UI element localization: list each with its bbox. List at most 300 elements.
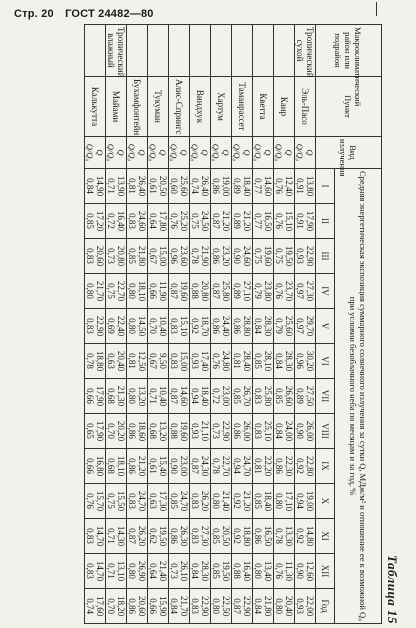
value-cell <box>169 484 190 519</box>
value-cell <box>190 169 211 204</box>
ratio-value: 0,70 <box>106 598 116 614</box>
ratio-value: 0,72 <box>211 388 221 404</box>
q-value: 21,40 <box>221 490 231 512</box>
value-cell <box>106 274 127 309</box>
table-row <box>169 25 190 624</box>
q-value: 26,60 <box>284 385 294 407</box>
value-cell <box>232 554 253 589</box>
table-row <box>127 25 148 624</box>
value-cell <box>190 309 211 344</box>
q-value: 14,70 <box>95 560 105 582</box>
q-value: 13,30 <box>284 525 294 547</box>
city-cell: Эль-Пасо <box>295 77 316 137</box>
q-value: 21,70 <box>179 595 189 617</box>
ratio-value: 0,76 <box>211 353 221 369</box>
value-cell <box>148 414 169 449</box>
ratio-value: 0,77 <box>253 178 263 194</box>
value-cell <box>274 239 295 274</box>
q-value: 13,20 <box>158 420 168 442</box>
ratio-value: 0,81 <box>232 353 242 369</box>
value-cell <box>295 554 316 589</box>
q-value: 21,70 <box>95 280 105 302</box>
table-row <box>274 25 295 624</box>
q-value: 26,90 <box>137 560 147 582</box>
value-cell <box>106 344 127 379</box>
zone-cell <box>85 25 106 77</box>
value-cell <box>169 519 190 554</box>
q-value: 16,50 <box>263 210 273 232</box>
value-cell <box>232 169 253 204</box>
value-cell <box>211 274 232 309</box>
ratio-value: 0,85 <box>85 213 95 229</box>
ratio-value: 0,94 <box>232 458 242 474</box>
ratio-value: 0,85 <box>211 563 221 579</box>
type-cell <box>232 137 253 169</box>
table-row <box>148 25 169 624</box>
value-cell <box>127 239 148 274</box>
q-value: 22,30 <box>284 455 294 477</box>
value-cell <box>274 274 295 309</box>
q-value: 21,20 <box>242 490 252 512</box>
zone-cell <box>190 25 211 77</box>
q-value: 22,90 <box>242 595 252 617</box>
q-value: 16,40 <box>116 210 126 232</box>
ratio-value: 0,86 <box>232 423 242 439</box>
q-value: 22,90 <box>200 595 210 617</box>
value-cell <box>211 554 232 589</box>
ratio-value: 0,72 <box>106 213 116 229</box>
ratio-value: 0,80 <box>211 493 221 509</box>
month-header-3: IV <box>316 274 335 309</box>
type-q: Q <box>179 149 189 156</box>
city-cell: Кветта <box>253 77 274 137</box>
value-cell <box>211 239 232 274</box>
value-cell <box>253 274 274 309</box>
q-value: 20,50 <box>221 525 231 547</box>
type-q-ratio: Q/Q₀ <box>106 143 116 162</box>
q-value: 21,80 <box>137 245 147 267</box>
ratio-value: 0,83 <box>85 528 95 544</box>
value-cell <box>148 204 169 239</box>
table-row <box>190 25 211 624</box>
q-value: 15,50 <box>116 490 126 512</box>
q-value: 12,40 <box>284 175 294 197</box>
value-cell <box>169 344 190 379</box>
q-value: 26,00 <box>305 420 315 442</box>
value-cell <box>106 379 127 414</box>
value-cell <box>211 414 232 449</box>
type-cell <box>85 137 106 169</box>
type-q: Q <box>200 149 210 156</box>
ratio-value: 0,76 <box>274 213 284 229</box>
ratio-value: 0,84 <box>274 353 284 369</box>
ratio-value: 0,68 <box>106 388 116 404</box>
table-row <box>106 25 127 624</box>
q-value: 13,20 <box>137 385 147 407</box>
q-value: 24,00 <box>284 420 294 442</box>
ratio-value: 0,83 <box>85 248 95 264</box>
ratio-value: 0,78 <box>211 458 221 474</box>
value-cell <box>127 554 148 589</box>
q-value: 24,80 <box>221 350 231 372</box>
ratio-value: 0,75 <box>253 248 263 264</box>
value-cell <box>190 449 211 484</box>
ratio-value: 0,86 <box>127 423 137 439</box>
ratio-value: 0,87 <box>169 283 179 299</box>
ratio-value: 0,70 <box>106 423 116 439</box>
q-value: 16,50 <box>263 525 273 547</box>
city-cell: Бухамфонтейн <box>127 77 148 137</box>
value-cell <box>127 414 148 449</box>
q-value: 27,30 <box>200 525 210 547</box>
ratio-value: 0,86 <box>127 598 137 614</box>
type-cell <box>169 137 190 169</box>
ratio-value: 0,83 <box>127 213 137 229</box>
ratio-value: 0,77 <box>253 213 263 229</box>
value-cell <box>190 379 211 414</box>
ratio-value: 0,88 <box>190 283 200 299</box>
type-q: Q <box>137 149 147 156</box>
q-value: 28,30 <box>284 350 294 372</box>
ratio-value: 0,92 <box>295 528 305 544</box>
header-type: Вид излучения <box>316 137 382 169</box>
q-value: 30,20 <box>305 350 315 372</box>
q-value: 24,50 <box>200 210 210 232</box>
q-value: 17,60 <box>95 595 105 617</box>
ratio-value: 0,93 <box>295 598 305 614</box>
ratio-value: 0,76 <box>85 493 95 509</box>
value-cell <box>190 519 211 554</box>
value-cell <box>295 274 316 309</box>
ratio-value: 0,96 <box>169 248 179 264</box>
q-value: 13,80 <box>305 175 315 197</box>
ratio-value: 0,67 <box>148 353 158 369</box>
q-value: 11,90 <box>158 281 168 301</box>
value-cell <box>127 309 148 344</box>
value-cell <box>274 554 295 589</box>
q-value: 15,90 <box>158 595 168 617</box>
ratio-value: 0,92 <box>295 458 305 474</box>
ratio-value: 0,87 <box>211 283 221 299</box>
ratio-value: 0,93 <box>295 248 305 264</box>
ratio-value: 0,90 <box>295 563 305 579</box>
q-value: 20,60 <box>95 245 105 267</box>
q-value: 23,00 <box>179 455 189 477</box>
value-cell <box>190 554 211 589</box>
q-value: 12,60 <box>305 560 315 582</box>
type-q: Q <box>305 149 315 156</box>
q-value: 20,40 <box>284 595 294 617</box>
q-value: 19,60 <box>179 280 189 302</box>
q-value: 26,20 <box>200 490 210 512</box>
value-cell <box>190 239 211 274</box>
q-value: 23,00 <box>221 385 231 407</box>
q-value: 21,90 <box>200 245 210 267</box>
header-group: Средняя энергетическая экспозиция суммарного солнечного излучения за сутки Q, МДж/м² и отношение ее к возможной Q₀ при условии безоблачного неба по месяцам и за год, % <box>335 169 382 624</box>
ratio-value: 0,90 <box>232 248 242 264</box>
ratio-value: 0,91 <box>295 213 305 229</box>
type-q: Q <box>95 149 105 156</box>
value-cell <box>274 344 295 379</box>
ratio-value: 0,76 <box>274 178 284 194</box>
q-value: 15,10 <box>284 210 294 232</box>
header-city: Пункт <box>316 77 382 137</box>
q-value: 24,70 <box>179 490 189 512</box>
ratio-value: 0,73 <box>106 248 116 264</box>
type-cell <box>106 137 127 169</box>
q-value: 17,40 <box>200 350 210 372</box>
q-value: 17,90 <box>305 210 315 232</box>
ratio-value: 0,85 <box>169 493 179 509</box>
ratio-value: 0,85 <box>127 248 137 264</box>
value-cell <box>295 204 316 239</box>
ratio-value: 0,78 <box>190 248 200 264</box>
value-cell <box>127 204 148 239</box>
value-cell <box>274 169 295 204</box>
ratio-value: 0,71 <box>106 563 116 579</box>
type-q: Q <box>242 149 252 156</box>
ratio-value: 0,88 <box>169 423 179 439</box>
q-value: 14,50 <box>137 315 147 337</box>
value-cell <box>211 344 232 379</box>
type-q-ratio: Q/Q₀ <box>232 143 242 162</box>
ratio-value: 0,71 <box>106 178 116 194</box>
ratio-value: 0,84 <box>253 318 263 334</box>
value-cell <box>253 379 274 414</box>
value-cell <box>85 344 106 379</box>
q-value: 18,40 <box>200 385 210 407</box>
ratio-value: 0,88 <box>232 563 242 579</box>
ratio-value: 0,80 <box>127 388 137 404</box>
ratio-value: 0,75 <box>106 283 116 299</box>
ratio-value: 0,89 <box>232 283 242 299</box>
value-cell <box>253 204 274 239</box>
value-cell <box>190 344 211 379</box>
q-value: 14,90 <box>95 175 105 197</box>
ratio-value: 0,83 <box>127 493 137 509</box>
q-value: 13,40 <box>263 560 273 582</box>
zone-cell <box>253 25 274 77</box>
margin-mark <box>376 2 377 16</box>
ratio-value: 0,93 <box>190 353 200 369</box>
ratio-value: 0,89 <box>232 213 242 229</box>
value-cell <box>169 379 190 414</box>
value-cell <box>127 379 148 414</box>
zone-cell <box>127 25 148 77</box>
q-value: 25,80 <box>221 280 231 302</box>
ratio-value: 0,83 <box>169 318 179 334</box>
ratio-value: 0,96 <box>295 353 305 369</box>
q-value: 28,30 <box>263 315 273 337</box>
value-cell <box>211 589 232 624</box>
ratio-value: 0,97 <box>295 283 305 299</box>
value-cell <box>190 274 211 309</box>
ratio-value: 0,66 <box>85 388 95 404</box>
ratio-value: 0,87 <box>169 388 179 404</box>
value-cell <box>190 204 211 239</box>
month-header-9: X <box>316 484 335 519</box>
q-value: 22,70 <box>221 455 231 477</box>
value-cell <box>169 309 190 344</box>
value-cell <box>127 344 148 379</box>
q-value: 25,60 <box>179 175 189 197</box>
q-value: 28,80 <box>242 315 252 337</box>
ratio-value: 0,81 <box>127 353 137 369</box>
ratio-value: 0,84 <box>169 598 179 614</box>
value-cell <box>106 204 127 239</box>
ratio-value: 0,74 <box>85 598 95 614</box>
q-value: 18,80 <box>242 525 252 547</box>
q-value: 19,60 <box>263 245 273 267</box>
ratio-value: 0,75 <box>106 493 116 509</box>
q-value: 14,30 <box>116 525 126 547</box>
q-value: 17,30 <box>158 490 168 512</box>
ratio-value: 0,86 <box>274 458 284 474</box>
ratio-value: 0,86 <box>253 528 263 544</box>
ratio-value: 0,86 <box>232 318 242 334</box>
value-cell <box>253 554 274 589</box>
city-cell: Виндхук <box>190 77 211 137</box>
q-value: 18,80 <box>95 350 105 372</box>
city-cell: Калькутта <box>85 77 106 137</box>
month-header-8: IX <box>316 449 335 484</box>
value-cell <box>211 519 232 554</box>
ratio-value: 0,63 <box>148 493 158 509</box>
ratio-value: 0,80 <box>211 598 221 614</box>
month-header-1: II <box>316 204 335 239</box>
value-cell <box>211 309 232 344</box>
ratio-value: 0,76 <box>274 283 284 299</box>
table-caption: Таблица 15 <box>385 554 400 624</box>
month-header-11: XII <box>316 554 335 589</box>
value-cell <box>232 379 253 414</box>
value-cell <box>148 554 169 589</box>
type-q-ratio: Q/Q₀ <box>127 143 137 162</box>
ratio-value: 0,73 <box>211 423 221 439</box>
value-cell <box>127 449 148 484</box>
ratio-value: 0,80 <box>85 283 95 299</box>
zone-cell <box>232 25 253 77</box>
table-row <box>295 25 316 624</box>
q-value: 28,30 <box>200 560 210 582</box>
q-value: 23,60 <box>179 245 189 267</box>
ratio-value: 0,68 <box>148 423 158 439</box>
ratio-value: 0,84 <box>85 178 95 194</box>
q-value: 15,10 <box>179 315 189 337</box>
q-value: 22,40 <box>116 315 126 337</box>
q-value: 13,10 <box>116 560 126 582</box>
q-value: 18,40 <box>263 490 273 512</box>
ratio-value: 0,66 <box>148 283 158 299</box>
ratio-value: 0,85 <box>274 388 284 404</box>
value-cell <box>274 309 295 344</box>
value-cell <box>253 169 274 204</box>
q-value: 21,20 <box>137 455 147 477</box>
type-cell <box>211 137 232 169</box>
ratio-value: 0,87 <box>127 528 137 544</box>
q-value: 14,80 <box>305 525 315 547</box>
value-cell <box>169 554 190 589</box>
q-value: 24,70 <box>242 455 252 477</box>
value-cell <box>85 519 106 554</box>
q-value: 10,40 <box>158 315 168 337</box>
value-cell <box>274 519 295 554</box>
value-cell <box>232 309 253 344</box>
q-value: 20,60 <box>137 595 147 617</box>
value-cell <box>169 169 190 204</box>
ratio-value: 0,80 <box>127 563 137 579</box>
ratio-value: 0,83 <box>190 528 200 544</box>
ratio-value: 0,64 <box>148 213 158 229</box>
ratio-value: 0,89 <box>232 178 242 194</box>
type-cell <box>295 137 316 169</box>
value-cell <box>106 169 127 204</box>
q-value: 23,70 <box>284 280 294 302</box>
value-cell <box>211 204 232 239</box>
q-value: 25,20 <box>179 210 189 232</box>
q-value: 15,70 <box>95 490 105 512</box>
ratio-value: 0,62 <box>148 528 158 544</box>
value-cell <box>295 379 316 414</box>
city-cell: Каир <box>274 77 295 137</box>
ratio-value: 0,90 <box>295 423 305 439</box>
value-cell <box>148 309 169 344</box>
value-cell <box>85 309 106 344</box>
value-cell <box>295 239 316 274</box>
q-value: 22,90 <box>305 245 315 267</box>
value-cell <box>169 589 190 624</box>
type-q-ratio: Q/Q₀ <box>148 143 158 162</box>
ratio-value: 0,67 <box>148 248 158 264</box>
ratio-value: 0,84 <box>190 563 200 579</box>
q-value: 18,60 <box>137 420 147 442</box>
value-cell <box>169 414 190 449</box>
q-value: 17,10 <box>284 490 294 512</box>
table-row <box>211 25 232 624</box>
q-value: 25,60 <box>284 315 294 337</box>
value-cell <box>148 449 169 484</box>
q-value: 26,40 <box>200 175 210 197</box>
value-cell <box>106 484 127 519</box>
value-cell <box>85 554 106 589</box>
ratio-value: 0,85 <box>232 388 242 404</box>
q-value: 25,80 <box>263 385 273 407</box>
ratio-value: 0,81 <box>127 178 137 194</box>
ratio-value: 0,94 <box>190 388 200 404</box>
value-cell <box>232 589 253 624</box>
value-cell <box>85 449 106 484</box>
ratio-value: 0,85 <box>211 528 221 544</box>
value-cell <box>148 274 169 309</box>
value-cell <box>148 589 169 624</box>
ratio-value: 0,83 <box>190 493 200 509</box>
q-value: 21,10 <box>200 420 210 442</box>
ratio-value: 0,86 <box>211 248 221 264</box>
ratio-value: 0,83 <box>169 353 179 369</box>
q-value: 26,40 <box>137 175 147 197</box>
ratio-value: 0,83 <box>190 598 200 614</box>
ratio-value: 0,64 <box>148 563 158 579</box>
table-row <box>253 25 274 624</box>
ratio-value: 0,68 <box>106 458 116 474</box>
q-value: 16,80 <box>95 455 105 477</box>
ratio-value: 0,75 <box>274 248 284 264</box>
q-value: 24,60 <box>137 210 147 232</box>
q-value: 17,90 <box>95 420 105 442</box>
value-cell <box>148 484 169 519</box>
value-cell <box>106 239 127 274</box>
q-value: 25,10 <box>263 420 273 442</box>
